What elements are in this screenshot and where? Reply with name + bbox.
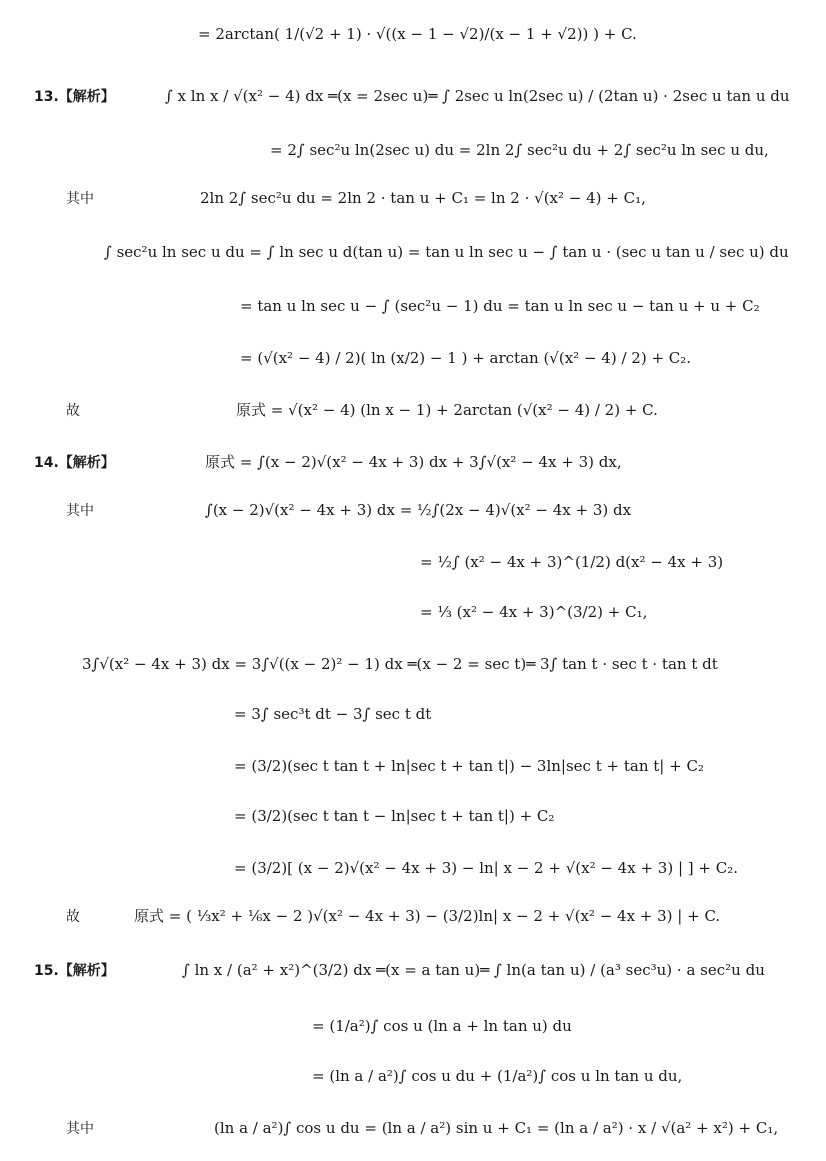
p15-line-1: ∫ ln x / (a² + x²)^(3/2) dx ═(x = a tan u)═ ∫ ln(a tan u) / (a³ sec³u) · a sec²u du — [182, 961, 765, 979]
problem-13-label: 13.【解析】 — [34, 89, 115, 105]
p14-line-7: = (3/2)(sec t tan t + ln|sec t + tan t|) − 3ln|sec t + tan t| + C₂ — [234, 757, 704, 775]
p13-line-3: 2ln 2∫ sec²u du = 2ln 2 · tan u + C₁ = ln 2 · √(x² − 4) + C₁, — [200, 189, 646, 207]
p13-qizhong: 其中 — [66, 191, 94, 207]
problem-15-label: 15.【解析】 — [34, 963, 115, 979]
p13-line-7: 原式 = √(x² − 4) (ln x − 1) + 2arctan (√(x² − 4) / 2) + C. — [236, 401, 658, 419]
p14-line-6: = 3∫ sec³t dt − 3∫ sec t dt — [234, 705, 432, 723]
p13-gu: 故 — [66, 403, 80, 419]
p13-line-6: = (√(x² − 4) / 2)( ln (x/2) − 1 ) + arctan (√(x² − 4) / 2) + C₂. — [240, 349, 692, 367]
problem-14-label: 14.【解析】 — [34, 455, 115, 471]
p13-line-4: ∫ sec²u ln sec u du = ∫ ln sec u d(tan u) = tan u ln sec u − ∫ tan u · (sec u tan u / sec u) du — [104, 243, 789, 261]
p15-line-4: (ln a / a²)∫ cos u du = (ln a / a²) sin u + C₁ = (ln a / a²) · x / √(a² + x²) + C₁, — [214, 1119, 779, 1137]
p14-qizhong: 其中 — [66, 503, 94, 519]
p14-line-5: 3∫√(x² − 4x + 3) dx = 3∫√((x − 2)² − 1) dx ═(x − 2 = sec t)═ 3∫ tan t · sec t · tan t dt — [82, 655, 718, 673]
p15-qizhong: 其中 — [66, 1121, 94, 1137]
p13-line-2: = 2∫ sec²u ln(2sec u) du = 2ln 2∫ sec²u du + 2∫ sec²u ln sec u du, — [270, 141, 769, 159]
p14-line-3: = ½∫ (x² − 4x + 3)^(1/2) d(x² − 4x + 3) — [420, 553, 724, 571]
top-result: = 2arctan( 1/(√2 + 1) · √((x − 1 − √2)/(x − 1 + √2)) ) + C. — [198, 25, 637, 43]
p14-line-10: 原式 = ( ⅓x² + ⅙x − 2 )√(x² − 4x + 3) − (3/2)ln| x − 2 + √(x² − 4x + 3) | + C. — [134, 907, 721, 925]
p13-line-5: = tan u ln sec u − ∫ (sec²u − 1) du = tan u ln sec u − tan u + u + C₂ — [240, 297, 760, 315]
p14-gu: 故 — [66, 909, 80, 925]
p13-line-1: ∫ x ln x / √(x² − 4) dx ═(x = 2sec u)═ ∫ 2sec u ln(2sec u) / (2tan u) · 2sec u tan u du — [165, 87, 790, 105]
p15-line-2: = (1/a²)∫ cos u (ln a + ln tan u) du — [312, 1017, 572, 1035]
p14-line-2: ∫(x − 2)√(x² − 4x + 3) dx = ½∫(2x − 4)√(x² − 4x + 3) dx — [205, 501, 632, 519]
p14-line-4: = ⅓ (x² − 4x + 3)^(3/2) + C₁, — [420, 603, 648, 621]
p14-line-8: = (3/2)(sec t tan t − ln|sec t + tan t|) + C₂ — [234, 807, 555, 825]
p14-line-9: = (3/2)[ (x − 2)√(x² − 4x + 3) − ln| x − 2 + √(x² − 4x + 3) | ] + C₂. — [234, 859, 738, 877]
p15-line-3: = (ln a / a²)∫ cos u du + (1/a²)∫ cos u ln tan u du, — [312, 1067, 683, 1085]
p14-line-1: 原式 = ∫(x − 2)√(x² − 4x + 3) dx + 3∫√(x² − 4x + 3) dx, — [205, 453, 622, 471]
